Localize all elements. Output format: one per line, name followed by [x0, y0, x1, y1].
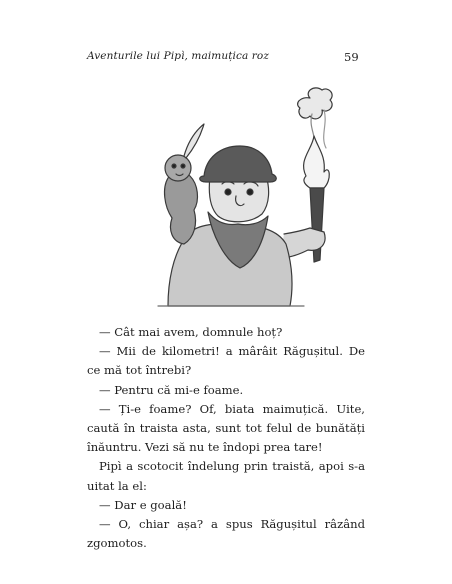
paragraph: Pipì a scotocit îndelung prin traistă, apoi s-a uitat la el:	[87, 459, 365, 493]
story-text	[87, 323, 365, 553]
pirate-torch-illustration	[128, 84, 338, 310]
paragraph: — Mii de kilometri! a mârâit Răgușitul. De ce mă tot întrebi?	[87, 344, 365, 378]
paragraph: — Cât mai avem, domnule hoț?	[99, 325, 283, 339]
face	[209, 176, 268, 222]
running-title: Aventurile lui Pipì, maimuțica roz	[87, 50, 269, 62]
paragraph: — O, chiar așa? a spus Răgușitul râzând zgomotos.	[87, 517, 365, 551]
monkey-body	[165, 172, 198, 244]
feather	[184, 124, 204, 158]
paragraph: — Ți-e foame? Of, biata maimuțică. Uite, caută în traista asta, sunt tot felul de bunătăți înăuntru. Vezi să nu te îndopi prea tare!	[87, 401, 365, 455]
paragraph: — Pentru că mi-e foame.	[99, 382, 244, 397]
paragraph: — Dar e goală!	[99, 497, 187, 512]
hat	[200, 146, 277, 182]
smoke	[298, 88, 333, 119]
torch-flame	[304, 136, 330, 188]
page-number: 59	[344, 50, 359, 64]
